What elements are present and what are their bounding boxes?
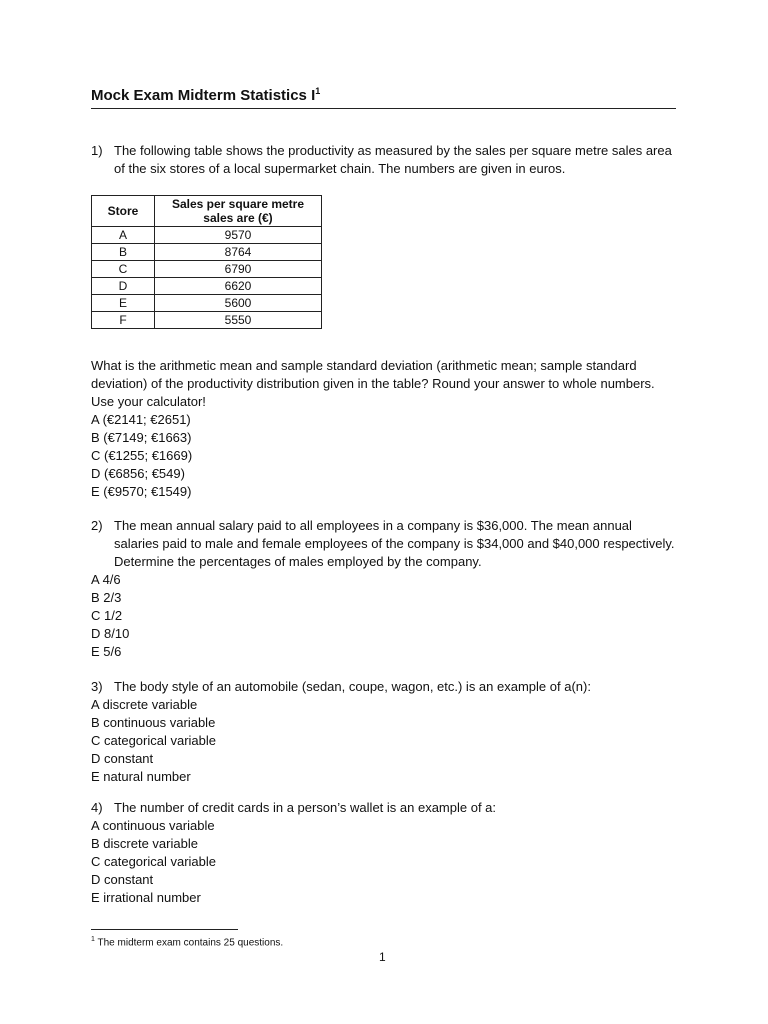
question-3	[91, 678, 677, 786]
answer-option: B continuous variable	[91, 715, 216, 730]
answer-option: A continuous variable	[91, 818, 215, 833]
sales-cell: 5550	[155, 312, 322, 329]
productivity-table	[91, 195, 322, 329]
question-1	[91, 142, 677, 178]
answer-option: C 1/2	[91, 608, 123, 623]
question-text: The body style of an automobile (sedan, coupe, wagon, etc.) is an example of a(n):	[114, 679, 591, 694]
table-row	[92, 278, 322, 295]
question-2	[91, 517, 677, 661]
sales-cell: 8764	[155, 244, 322, 261]
question-4-intro	[91, 799, 677, 817]
answer-option: B 2/3	[91, 590, 122, 605]
answer-option: E 5/6	[91, 644, 122, 659]
answer-option: E (€9570; €1549)	[91, 484, 192, 499]
question-3-intro	[91, 678, 677, 696]
answer-option: C (€1255; €1669)	[91, 448, 193, 463]
page-title	[91, 87, 676, 109]
answer-option: A 4/6	[91, 572, 121, 587]
answer-option: D 8/10	[91, 626, 130, 641]
answer-option: C categorical variable	[91, 854, 217, 869]
store-cell: B	[92, 244, 155, 261]
answer-option: A (€2141; €2651)	[91, 412, 191, 427]
answer-option: D constant	[91, 872, 154, 887]
sales-cell: 6620	[155, 278, 322, 295]
table-row	[92, 312, 322, 329]
footnote-text: The midterm exam contains 25 questions.	[97, 937, 284, 949]
column-header-sales: Sales per square metre sales are (€)	[155, 196, 322, 227]
question-text: The following table shows the productivity as measured by the sales per square metre sales area of the six stores of a local supermarket chain. The numbers are given in euros.	[114, 143, 672, 176]
footnote-mark: 1	[91, 936, 95, 943]
answer-option: C categorical variable	[91, 733, 217, 748]
store-cell: E	[92, 295, 155, 312]
answer-option: A discrete variable	[91, 697, 198, 712]
question-number: 4)	[91, 800, 103, 815]
footnote-divider	[91, 929, 238, 930]
store-cell: C	[92, 261, 155, 278]
store-cell: A	[92, 227, 155, 244]
answer-option: E irrational number	[91, 890, 201, 905]
store-cell: F	[92, 312, 155, 329]
question-text: The number of credit cards in a person’s wallet is an example of a:	[114, 800, 497, 815]
table-row	[92, 244, 322, 261]
page-number: 1	[379, 950, 386, 964]
answer-option: D (€6856; €549)	[91, 466, 185, 481]
question-1-intro	[91, 142, 677, 178]
table-row	[92, 261, 322, 278]
question-1-prompt	[91, 357, 677, 501]
sales-cell: 9570	[155, 227, 322, 244]
question-number: 3)	[91, 679, 103, 694]
sales-cell: 5600	[155, 295, 322, 312]
store-cell: D	[92, 278, 155, 295]
answer-option: B (€7149; €1663)	[91, 430, 192, 445]
table-row	[92, 295, 322, 312]
question-number: 1)	[91, 143, 103, 158]
question-text: What is the arithmetic mean and sample standard deviation (arithmetic mean; sample standard deviation) of the productivity distribution given in the table? Round your answer to whole numbers. Use your calculator!	[91, 358, 655, 409]
question-4	[91, 799, 677, 907]
answer-option: E natural number	[91, 769, 191, 784]
question-2-intro	[91, 517, 677, 571]
title-text: Mock Exam Midterm Statistics I	[91, 87, 316, 104]
footnote	[91, 933, 283, 950]
question-text: The mean annual salary paid to all employees in a company is $36,000. The mean annual salaries paid to male and female employees of the company is $34,000 and $40,000 respectively. Determine the percentages of males employed by the company.	[114, 518, 675, 569]
table-header-row	[92, 196, 322, 227]
table-row	[92, 227, 322, 244]
sales-cell: 6790	[155, 261, 322, 278]
footnote-marker: 1	[315, 86, 321, 96]
answer-option: B discrete variable	[91, 836, 198, 851]
answer-option: D constant	[91, 751, 154, 766]
question-number: 2)	[91, 518, 103, 533]
column-header-store: Store	[92, 196, 155, 227]
